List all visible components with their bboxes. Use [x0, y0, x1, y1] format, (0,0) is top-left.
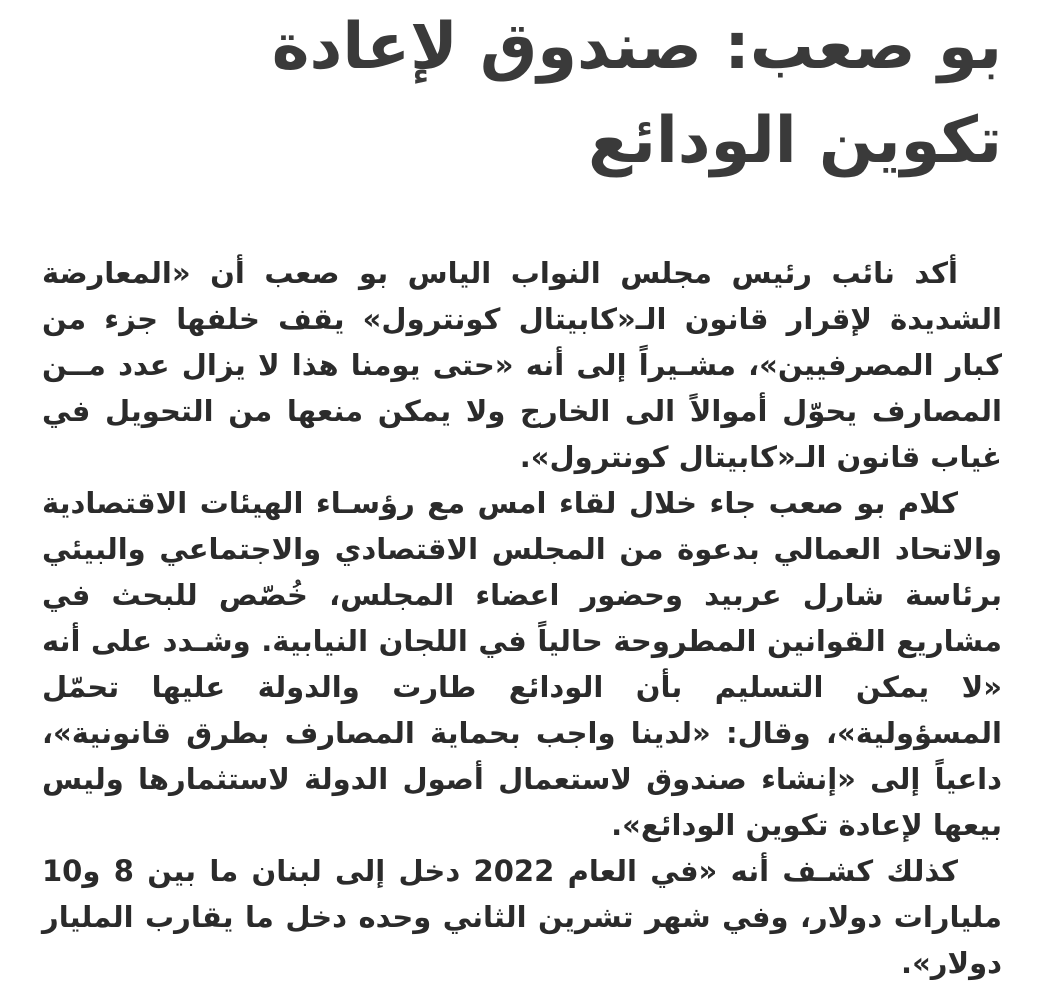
- paragraph-2: كلام بو صعب جاء خلال لقاء امس مع رؤسـاء الهيئات الاقتصادية والاتحاد العمالي بدعوة من المجلس الاقتصادي والاجتماعي والبيئي برئاسة شارل عربيد وحضور اعضاء المجلس، خُصّص للبحث في مشاريع القوانين المطروحة حالياً في اللجان النيابية. وشـدد على أنه «لا يمكن التسليم بأن الودائع طارت والدولة عليها تحمّل المسؤولية»، وقال: «لدينا واجب بحماية المصارف بطرق قانونية»، داعياً إلى «إنشاء صندوق لاستعمال أصول الدولة لاستثمارها وليس بيعها لإعادة تكوين الودائع».: [42, 486, 1002, 842]
- headline: [271, 0, 1002, 188]
- paragraph-3: كذلك كشـف أنه «في العام 2022 دخل إلى لبنان ما بين 8 و10 مليارات دولار، وفي شهر تشرين الثاني وحده دخل ما يقارب المليار دولار».: [42, 854, 1002, 980]
- headline-line-1: بو صعب: صندوق لإعادة: [271, 10, 1002, 84]
- paragraph-1: أكد نائب رئيس مجلس النواب الياس بو صعب أن «المعارضة الشديدة لإقرار قانون الـ«كابيتال كونترول» يقف خلفها جزء من كبار المصرفيين»، مشـيراً إلى أنه «حتى يومنا هذا لا يزال عدد مــن المصارف يحوّل أموالاً الى الخارج ولا يمكن منعها من التحويل في غياب قانون الـ«كابيتال كونترول».: [42, 256, 1002, 474]
- article-body: [42, 250, 1002, 986]
- headline-line-2: تكوين الودائع: [588, 104, 1002, 178]
